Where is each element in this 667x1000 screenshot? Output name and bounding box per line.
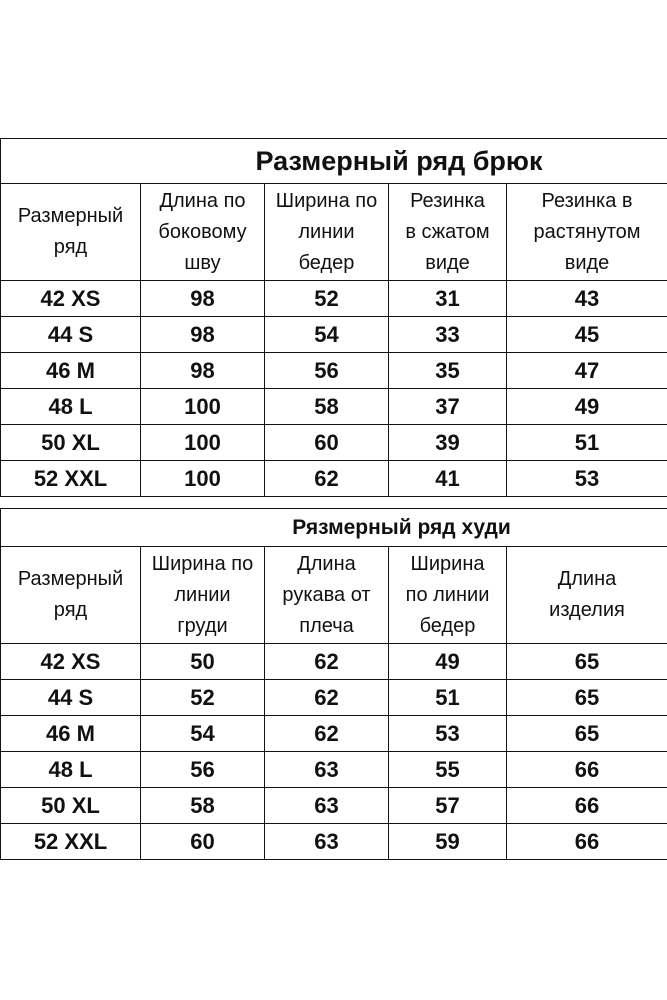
value-cell: 60 <box>265 425 389 461</box>
value-cell: 31 <box>389 281 507 317</box>
size-cell: 48 L <box>1 752 141 788</box>
size-cell: 44 S <box>1 680 141 716</box>
table-row <box>1 461 667 497</box>
value-cell: 51 <box>389 680 507 716</box>
pants-header-cell: Размерный ряд <box>1 184 141 281</box>
value-cell: 41 <box>389 461 507 497</box>
value-cell: 55 <box>389 752 507 788</box>
value-cell: 62 <box>265 461 389 497</box>
size-cell: 46 M <box>1 716 141 752</box>
hoodie-header-cell: Длина изделия <box>507 547 667 644</box>
value-cell: 57 <box>389 788 507 824</box>
pants-header-cell: Резинка в сжатом виде <box>389 184 507 281</box>
value-cell: 65 <box>507 680 667 716</box>
value-cell: 63 <box>265 752 389 788</box>
value-cell: 63 <box>265 788 389 824</box>
size-cell: 46 M <box>1 353 141 389</box>
size-cell: 42 XS <box>1 281 141 317</box>
table-row <box>1 788 667 824</box>
value-cell: 59 <box>389 824 507 860</box>
table-row <box>1 680 667 716</box>
value-cell: 98 <box>141 281 265 317</box>
table-row <box>1 716 667 752</box>
table-row <box>1 353 667 389</box>
hoodie-header-cell: Ширина по линии груди <box>141 547 265 644</box>
size-cell: 50 XL <box>1 425 141 461</box>
value-cell: 49 <box>507 389 667 425</box>
hoodie-header-cell: Длина рукава от плеча <box>265 547 389 644</box>
value-cell: 100 <box>141 461 265 497</box>
hoodie-header-cell: Ширина по линии бедер <box>389 547 507 644</box>
value-cell: 62 <box>265 716 389 752</box>
table-row <box>1 317 667 353</box>
table-row <box>1 644 667 680</box>
size-cell: 52 XXL <box>1 824 141 860</box>
size-cell: 52 XXL <box>1 461 141 497</box>
value-cell: 53 <box>389 716 507 752</box>
value-cell: 54 <box>265 317 389 353</box>
pants-size-table <box>0 138 667 497</box>
value-cell: 100 <box>141 389 265 425</box>
pants-header-cell: Резинка в растянутом виде <box>507 184 667 281</box>
value-cell: 98 <box>141 353 265 389</box>
value-cell: 65 <box>507 716 667 752</box>
hoodie-size-table <box>0 508 667 860</box>
value-cell: 58 <box>141 788 265 824</box>
value-cell: 100 <box>141 425 265 461</box>
size-cell: 42 XS <box>1 644 141 680</box>
size-cell: 50 XL <box>1 788 141 824</box>
value-cell: 54 <box>141 716 265 752</box>
size-chart-sheet <box>0 138 667 866</box>
value-cell: 56 <box>141 752 265 788</box>
value-cell: 45 <box>507 317 667 353</box>
value-cell: 47 <box>507 353 667 389</box>
value-cell: 35 <box>389 353 507 389</box>
pants-title-row <box>1 139 667 184</box>
size-cell: 44 S <box>1 317 141 353</box>
value-cell: 52 <box>141 680 265 716</box>
value-cell: 62 <box>265 644 389 680</box>
value-cell: 58 <box>265 389 389 425</box>
value-cell: 37 <box>389 389 507 425</box>
hoodie-header-cell: Размерный ряд <box>1 547 141 644</box>
pants-header-cell: Длина по боковому шву <box>141 184 265 281</box>
value-cell: 53 <box>507 461 667 497</box>
hoodie-title-row <box>1 509 667 547</box>
value-cell: 66 <box>507 824 667 860</box>
pants-table-title: Размерный ряд брюк <box>1 139 667 184</box>
table-row <box>1 824 667 860</box>
table-row <box>1 389 667 425</box>
value-cell: 65 <box>507 644 667 680</box>
table-row <box>1 425 667 461</box>
value-cell: 66 <box>507 788 667 824</box>
pants-header-cell: Ширина по линии бедер <box>265 184 389 281</box>
table-row <box>1 752 667 788</box>
hoodie-header-row <box>1 547 667 644</box>
value-cell: 98 <box>141 317 265 353</box>
hoodie-table-title: Рязмерный ряд худи <box>1 509 667 547</box>
value-cell: 33 <box>389 317 507 353</box>
pants-header-row <box>1 184 667 281</box>
value-cell: 52 <box>265 281 389 317</box>
value-cell: 56 <box>265 353 389 389</box>
value-cell: 66 <box>507 752 667 788</box>
value-cell: 49 <box>389 644 507 680</box>
table-row <box>1 281 667 317</box>
value-cell: 63 <box>265 824 389 860</box>
value-cell: 60 <box>141 824 265 860</box>
value-cell: 51 <box>507 425 667 461</box>
size-cell: 48 L <box>1 389 141 425</box>
value-cell: 39 <box>389 425 507 461</box>
value-cell: 62 <box>265 680 389 716</box>
value-cell: 50 <box>141 644 265 680</box>
value-cell: 43 <box>507 281 667 317</box>
